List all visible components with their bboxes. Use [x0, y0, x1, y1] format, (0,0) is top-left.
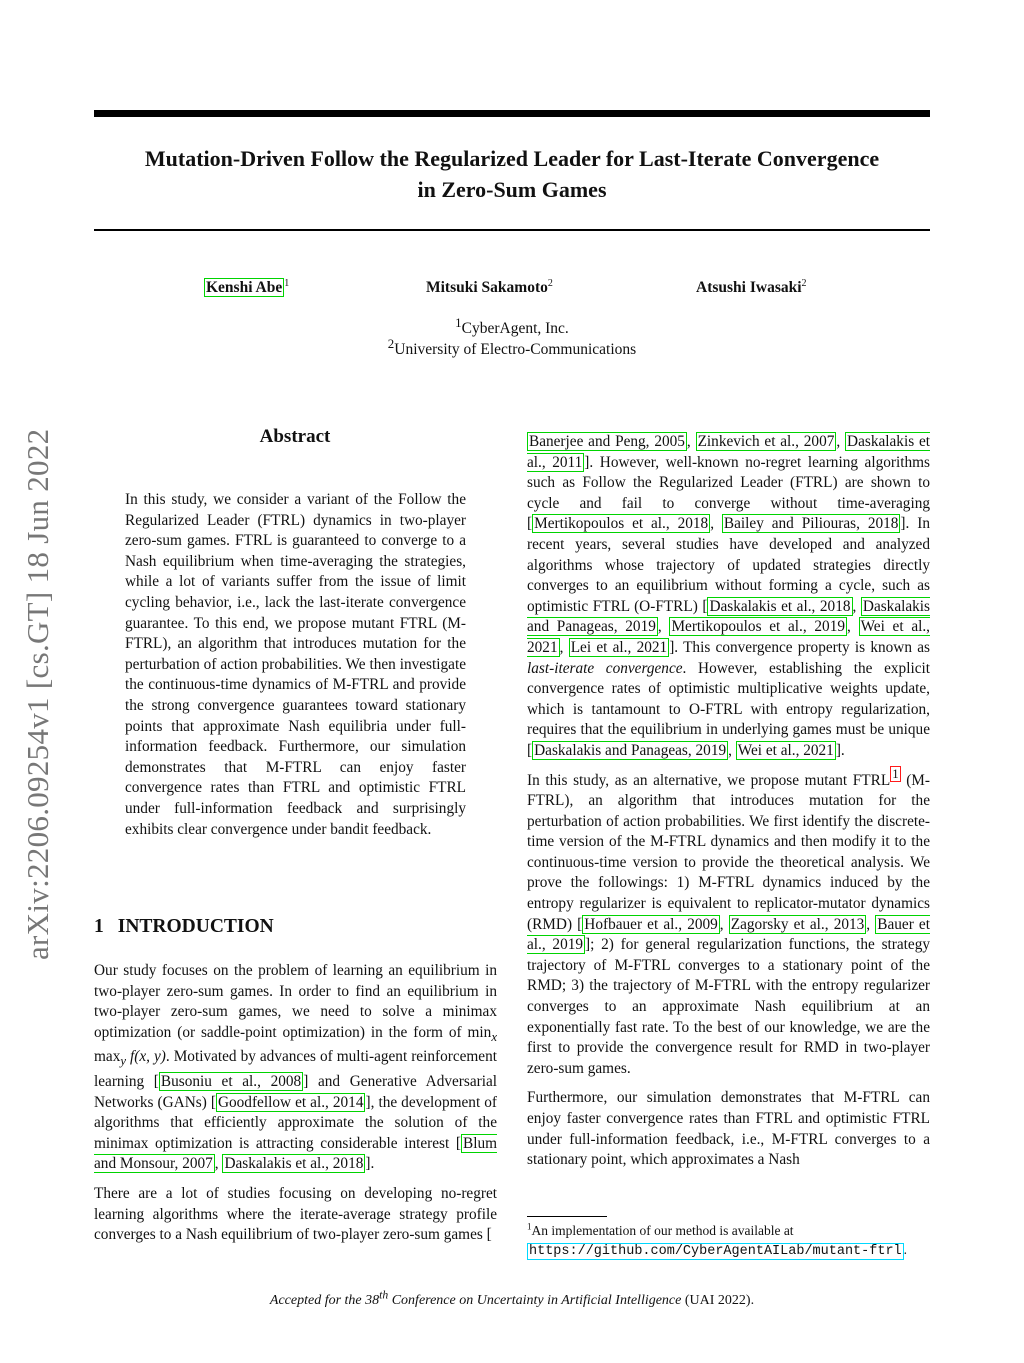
paper-title	[94, 143, 930, 205]
citation-link[interactable]: Daskalakis et al., 2018	[224, 1155, 364, 1173]
citation-link[interactable]: Bailey and Piliouras, 2018	[723, 515, 899, 533]
citation-link[interactable]: Daskalakis et al., 2011	[527, 433, 931, 471]
title-line-2: in Zero-Sum Games	[417, 177, 607, 202]
citation-link[interactable]: Daskalakis and Panageas, 2019	[534, 741, 727, 759]
citation-link[interactable]: Lei et al., 2021	[570, 638, 668, 656]
top-rule	[94, 110, 930, 117]
citation-link[interactable]: Wei et al., 2021	[737, 741, 834, 759]
footnote-url-link[interactable]: https://github.com/CyberAgentAILab/mutant-ftrl	[529, 1244, 902, 1259]
citation-link[interactable]: Blum and Monsour, 2007	[94, 1134, 497, 1173]
arxiv-stamp: arXiv:2206.09254v1 [cs.GT] 18 Jun 2022	[20, 428, 55, 960]
intro-paragraph-2-cont: Banerjee and Peng, 2005 , Zinkevich et al., 2007 , Daskalakis et al., 2011 ]. However, well-known no-regret learning algorithms such as Follow the Regularized Leader (FTRL) are shown to cycle and fail to converge without time-averaging [ Mertikopoulos et al., 2018 , Bailey and Piliouras, 2018 ]. In recent years, several studies have developed and analyzed algorithms whose trajectory of updated strategies directly converges to an equilibrium without forming a cycle, such as optimistic FTRL (O-FTRL) [ Daskalakis et al., 2018 , Daskalakis and Panageas, 2019 , Mertikopoulos et al., 2019 , Wei et al., 2021 , Lei et al., 2021 ]. This convergence property is known as last-iterate convergence. However, establishing the explicit convergence rates of optimistic multiplicative weights update, which is tantamount to O-FTRL with entropy regularization, requires that the equilibrium in underlying games must be unique [ Daskalakis and Panageas, 2019 , Wei et al., 2021 ].	[527, 433, 931, 759]
right-column	[527, 432, 930, 1180]
citation-link[interactable]: Daskalakis et al., 2018	[709, 597, 851, 615]
abstract-heading: Abstract	[259, 426, 331, 447]
intro-paragraph-2-start: There are a lot of studies focusing on developing no-regret learning algorithms where the iterate-average strategy profile converges to a Nash equilibrium of two-player zero-sum games [	[94, 1185, 497, 1244]
section-heading-introduction: 1 INTRODUCTION	[94, 916, 274, 937]
affiliation-1: $^1$CyberAgent, Inc.	[455, 314, 569, 337]
abstract-body: In this study, we consider a variant of the Follow the Regularized Leader (FTRL) dynamics in two-player zero-sum games. FTRL is guaranteed to converge to a Nash equilibrium when time-averaging the strategies, while a lot of variants suffer from the issue of limit cycling behavior, i.e., lack the last-iterate convergence guarantee. To this end, we propose mutant FTRL (M-FTRL), an algorithm that introduces mutation for the perturbation of action probabilities. We then investigate the continuous-time dynamics of M-FTRL and provide the strong convergence guarantees toward stationary points that approximate Nash equilibria under full-information feedback. Furthermore, our simulation demonstrates that M-FTRL can enjoy faster convergence rates than FTRL and optimistic FTRL under full-information feedback and surprisingly exhibits clear convergence under bandit feedback.	[125, 491, 466, 838]
citation-link[interactable]: Daskalakis and Panageas, 2019	[527, 597, 931, 636]
footnote-rule	[527, 1216, 607, 1217]
title-rule	[94, 229, 930, 231]
citation-link[interactable]: Goodfellow et al., 2014	[217, 1093, 364, 1111]
left-column	[94, 961, 497, 1255]
citation-link[interactable]: Zinkevich et al., 2007	[697, 433, 835, 450]
citation-link[interactable]: Bauer et al., 2019	[527, 915, 930, 954]
author-kenshi-abe[interactable]: Kenshi Abe $^1$	[206, 277, 290, 296]
citation-link[interactable]: Mertikopoulos et al., 2019	[671, 618, 846, 636]
affiliation-2: $^2$University of Electro-Communications	[387, 335, 637, 358]
intro-paragraph-3: In this study, as an alternative, we propose mutant FTRL $^1$ (M-FTRL), an algorithm that introduces mutation for the perturbation of action probabilities. We first identify the discrete-time version of the M-FTRL dynamics and then modify it to the continuous-time version to provide the theoretical analysis. We prove the followings: 1) M-FTRL dynamics induced by the entropy regularizer is equivalent to replicator-mutator dynamics (RMD) [ Hofbauer et al., 2009 , Zagorsky et al., 2013 , Bauer et al., 2019 ]; 2) for general regularization functions, the strategy trajectory of M-FTRL converges to a stationary point of the RMD; 3) the trajectory of M-FTRL with the entropy regularizer converges to an approximate Nash equilibrium at an exponentially fast rate. To the best of our knowledge, we are the first to provide the convergence result for RMD in two-player zero-sum games.	[527, 767, 930, 1077]
intro-paragraph-1: Our study focuses on the problem of learning an equilibrium in two-player zero-sum games. In order to find an equilibrium in two-player zero-sum games, we need to solve a minimax optimization (or saddle-point optimization) in the form of $\min_x \max_y f(x$, y). Motivated by advances of multi-agent reinforcement learning [ Busoniu et al., 2008 ] and Generative Adversarial Networks (GANs) [ Goodfellow et al., 2014 ], the development of algorithms that efficiently approximate the solution of the minimax optimization is attracting considerable interest [ Blum and Monsour, 2007 , Daskalakis et al., 2018 ].	[94, 962, 498, 1173]
citation-link[interactable]: Banerjee and Peng, 2005	[529, 433, 685, 450]
citation-link[interactable]: Mertikopoulos et al., 2018	[534, 515, 709, 533]
title-line-1: Mutation-Driven Follow the Regularized Leader for Last-Iterate Convergence	[144, 146, 880, 171]
author-link[interactable]: Kenshi Abe	[206, 279, 283, 296]
citation-link[interactable]: Hofbauer et al., 2009	[584, 915, 718, 933]
author-mitsuki-sakamoto: Mitsuki Sakamoto$^2$	[426, 277, 553, 296]
citation-link[interactable]: Zagorsky et al., 2013	[730, 915, 865, 933]
footnote: $^1$An implementation of our method is available at https://github.com/CyberAgentAILab/mutant-ftrl .	[527, 1221, 908, 1259]
conference-footer: Accepted for the 38th Conference on Uncertainty in Artificial Intelligence (UAI 2022).	[269, 1288, 755, 1308]
footnote-link[interactable]: 1	[892, 767, 899, 782]
author-atsushi-iwasaki: Atsushi Iwasaki$^2$	[696, 277, 807, 296]
citation-link[interactable]: Busoniu et al., 2008	[160, 1073, 302, 1091]
intro-paragraph-4: Furthermore, our simulation demonstrates that M-FTRL can enjoy faster convergence rates than FTRL and optimistic FTRL under full-information feedback, i.e., M-FTRL converges to a stationary point, which approximates a Nash	[527, 1089, 930, 1169]
citation-link[interactable]: Wei et al., 2021	[527, 618, 931, 656]
